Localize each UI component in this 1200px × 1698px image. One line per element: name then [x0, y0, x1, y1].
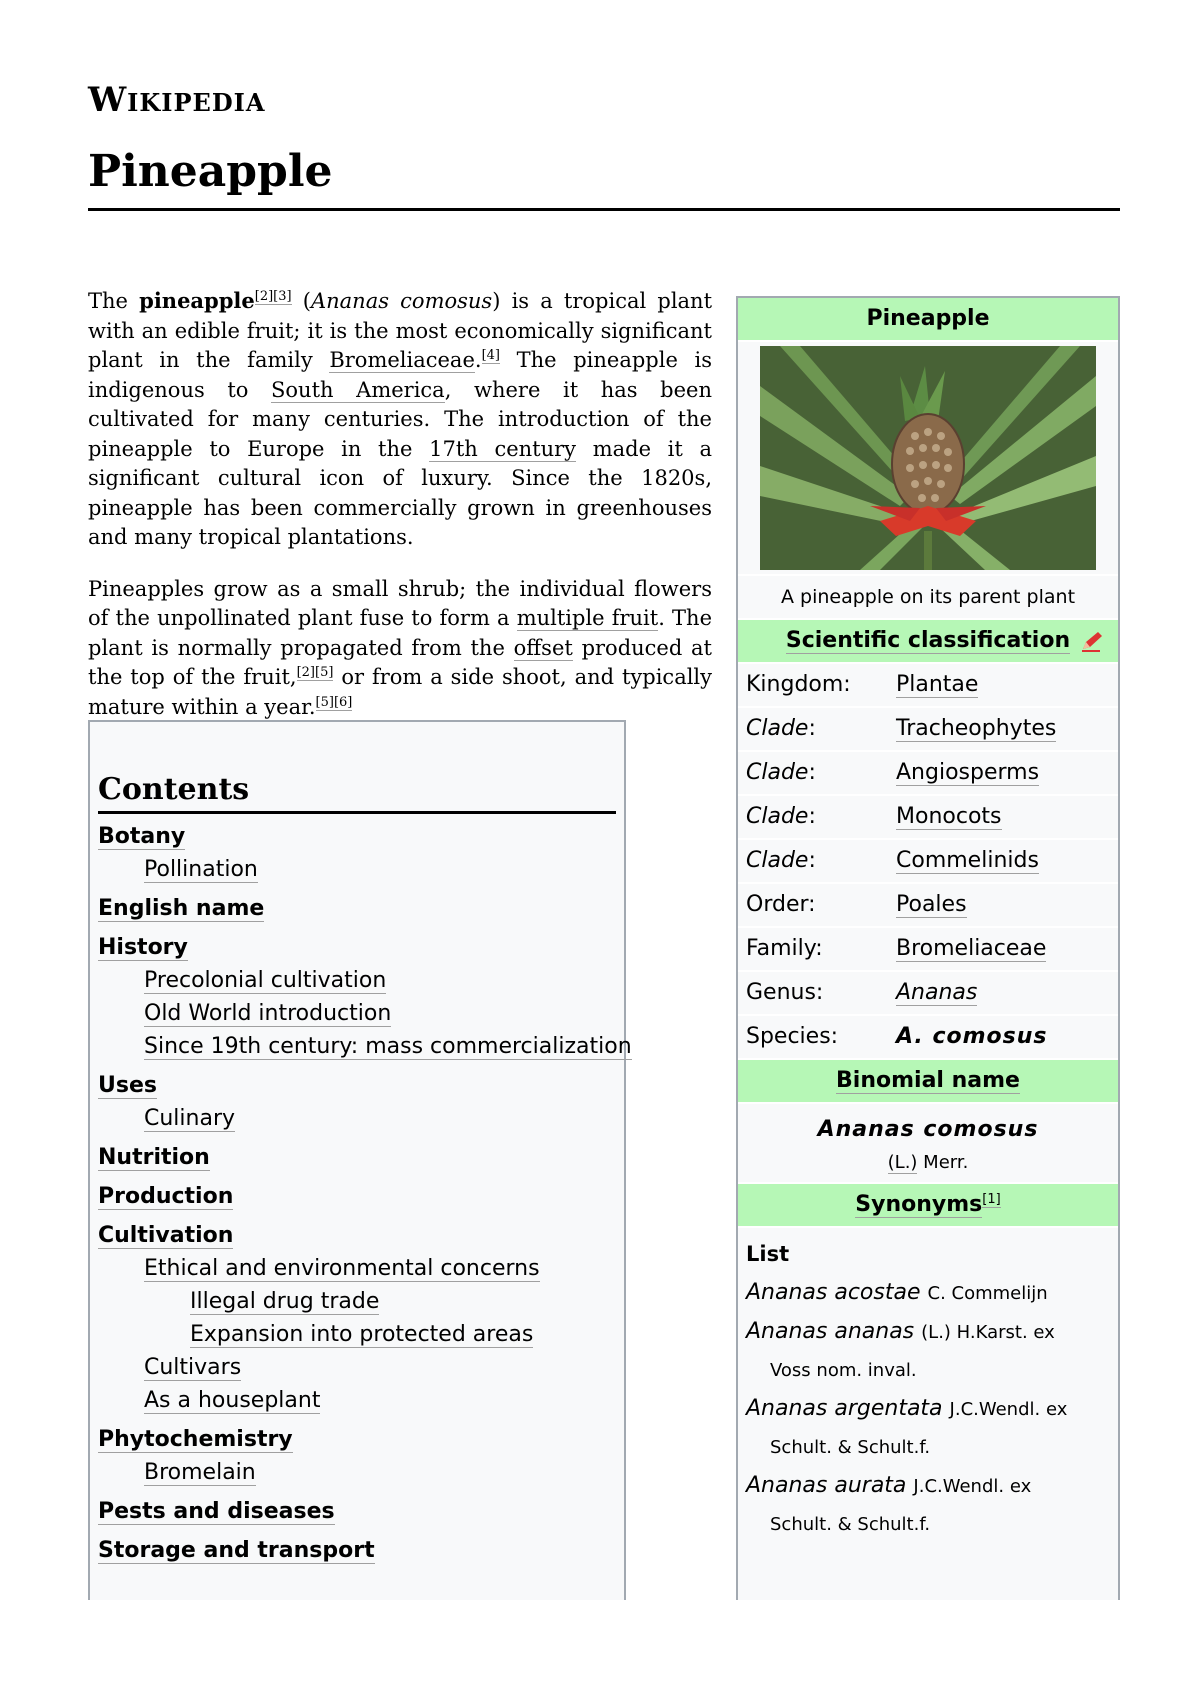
text-run: (: [291, 289, 311, 313]
taxonomy-row: [738, 752, 1118, 796]
binomial-name-label: Binomial name: [836, 1068, 1020, 1093]
taxonomy-row: [738, 664, 1118, 708]
bold-term: pineapple: [139, 288, 255, 313]
toc-item: [98, 1456, 616, 1489]
text-run: ) is a tropical plant with an edible fruit; it is the most economically significant plant in the family: [88, 289, 713, 372]
toc-link[interactable]: Storage and transport: [98, 1538, 375, 1563]
text-run: or from a side shoot, and typically mature within a year.: [88, 665, 713, 719]
text-run: produced at the top of the fruit,: [88, 635, 712, 689]
scientific-classification-heading: [738, 620, 1118, 664]
taxonomy-row: [738, 840, 1118, 884]
synonym-name: Ananas acostae: [746, 1280, 921, 1305]
toc-link[interactable]: English name: [98, 896, 265, 921]
taxonomy-row: [738, 928, 1118, 972]
text-run: . The plant is normally propagated from the: [88, 606, 712, 660]
taxonomy-rank: [746, 972, 896, 1014]
toc-item: [98, 1423, 616, 1456]
toc-item: [98, 1141, 616, 1174]
link-south-america[interactable]: South America: [271, 377, 445, 402]
taxonomy-row: [738, 796, 1118, 840]
scientific-name: Ananas comosus: [310, 289, 493, 313]
toc-link[interactable]: Cultivation: [98, 1223, 234, 1248]
infobox-image-container: [738, 342, 1118, 576]
toc-item: [98, 964, 616, 997]
taxonomy-table: [738, 664, 1118, 1060]
toc-item: [98, 853, 616, 886]
synonyms-section: [738, 1228, 1118, 1550]
synonym-item: [746, 1313, 1110, 1390]
toc-link[interactable]: History: [98, 935, 188, 960]
taxonomy-rank-label[interactable]: Clade: [746, 716, 809, 741]
toc-item: [98, 931, 616, 964]
taxonomy-value: [896, 1016, 1118, 1058]
toc-link[interactable]: Since 19th century: mass commercialization: [144, 1034, 632, 1059]
link-multiple-fruit[interactable]: multiple fruit: [516, 606, 659, 630]
taxonomy-row: [738, 972, 1118, 1016]
pineapple-image[interactable]: [760, 346, 1096, 570]
text-run: .: [474, 348, 482, 372]
toc-item: [98, 1102, 616, 1135]
toc-link[interactable]: Nutrition: [98, 1145, 210, 1170]
text-run: , where it has been cultivated for many centuries. The introduction of the pineapple to Europe in the: [88, 377, 712, 461]
citation-link[interactable]: [2][5]: [296, 665, 334, 680]
synonym-name: Ananas argentata: [746, 1396, 943, 1421]
toc-link[interactable]: Pollination: [144, 857, 258, 882]
taxonomy-value: [896, 928, 1118, 970]
toc-item: [98, 1069, 616, 1102]
toc-link[interactable]: Phytochemistry: [98, 1427, 293, 1452]
citation-link[interactable]: [1]: [982, 1191, 1001, 1207]
table-of-contents: [88, 720, 632, 1600]
synonym-authority-continued: Voss nom. inval.: [770, 1360, 917, 1381]
taxonomy-value: [896, 972, 1118, 1014]
synonyms-heading: [738, 1184, 1118, 1228]
toc-item: [98, 1534, 616, 1567]
link-17th-century[interactable]: 17th century: [429, 436, 577, 461]
citation-link[interactable]: [5][6]: [315, 694, 353, 710]
taxonomy-value-link[interactable]: Tracheophytes: [896, 716, 1057, 741]
taxonomy-rank-label: Order:: [746, 892, 816, 917]
text-run: Pineapples grow as a small shrub; the individual flowers of the unpollinated plant fuse to form a: [88, 576, 712, 630]
taxonomy-value: [896, 708, 1118, 750]
synonym-item: [746, 1274, 1110, 1313]
toc-item: [98, 1384, 616, 1417]
authority-l-link[interactable]: (L.): [887, 1152, 918, 1173]
synonym-authority: C. Commelijn: [927, 1283, 1048, 1304]
citation-link[interactable]: [2][3]: [254, 289, 292, 304]
link-bromeliaceae[interactable]: Bromeliaceae: [329, 348, 475, 372]
taxonomy-rank: Clade:: [746, 760, 816, 785]
toc-link[interactable]: Ethical and environmental concerns: [144, 1256, 540, 1281]
binomial-name-heading: [738, 1060, 1118, 1104]
taxonomy-row: [738, 708, 1118, 752]
taxonomy-rank: [746, 884, 896, 926]
toc-link[interactable]: Bromelain: [144, 1460, 256, 1485]
toc-link[interactable]: Pests and diseases: [98, 1499, 335, 1524]
synonym-name: Ananas ananas: [746, 1319, 915, 1344]
page-title: Pineapple: [88, 146, 333, 197]
edit-pencil-icon[interactable]: [1080, 630, 1104, 652]
taxonomy-rank: Clade:: [746, 716, 816, 741]
binomial-authority: [738, 1148, 1118, 1178]
taxonomy-value: [896, 884, 1118, 926]
lead-paragraph-2: [88, 575, 712, 723]
toc-item: [98, 1318, 616, 1351]
taxonomy-value: [896, 664, 1118, 706]
taxonomy-value-link[interactable]: Plantae: [896, 672, 979, 697]
synonym-authority-continued: Schult. & Schult.f.: [770, 1514, 931, 1535]
link-offset[interactable]: offset: [513, 635, 573, 660]
taxonomy-rank-label[interactable]: Clade: [746, 804, 809, 829]
authority-merr: Merr.: [917, 1152, 969, 1173]
synonym-name: Ananas aurata: [746, 1473, 907, 1498]
lead-paragraph-1: [88, 286, 712, 553]
toc-link[interactable]: Illegal drug trade: [190, 1289, 380, 1314]
toc-link[interactable]: Expansion into protected areas: [190, 1322, 534, 1347]
toc-link[interactable]: Production: [98, 1184, 234, 1209]
toc-item: [98, 1252, 616, 1285]
image-caption: A pineapple on its parent plant: [738, 576, 1118, 620]
synonym-authority: (L.) H.Karst. ex: [921, 1322, 1055, 1343]
toc-link[interactable]: As a houseplant: [144, 1388, 321, 1413]
text-run: The: [88, 289, 140, 313]
infobox: [736, 296, 1120, 1600]
taxonomy-value-link[interactable]: Commelinids: [896, 848, 1039, 873]
toc-link[interactable]: Culinary: [144, 1106, 236, 1131]
taxonomy-rank: [746, 664, 896, 706]
toc-item: [98, 1285, 616, 1318]
binomial-name: Ananas comosus: [817, 1117, 1039, 1142]
citation-link[interactable]: [4]: [481, 348, 500, 363]
text-run: made it a significant cultural icon of luxury. Since the 1820s, pineapple has been commercially grown in greenhouses and many tropical plantations.: [88, 436, 712, 549]
taxonomy-rank-label: Kingdom:: [746, 672, 851, 697]
taxonomy-value: [896, 796, 1118, 838]
taxonomy-value-link[interactable]: Bromeliaceae: [896, 936, 1047, 961]
toc-link[interactable]: Old World introduction: [144, 1001, 392, 1026]
toc-item: [98, 1351, 616, 1384]
taxonomy-row: [738, 884, 1118, 928]
toc-link[interactable]: Cultivars: [144, 1355, 242, 1380]
synonym-item: [746, 1390, 1110, 1467]
taxonomy-rank: [746, 1016, 896, 1058]
taxonomy-value: [896, 840, 1118, 882]
taxonomy-row: [738, 1016, 1118, 1060]
taxonomy-rank: [746, 928, 896, 970]
infobox-title: Pineapple: [738, 298, 1118, 342]
taxonomy-rank-label: Family:: [746, 936, 823, 961]
title-rule: [88, 208, 1120, 211]
toc-item: [98, 1495, 616, 1528]
toc-item: [98, 1180, 616, 1213]
toc-item: [98, 892, 616, 925]
synonyms-list: [746, 1274, 1110, 1544]
text-run: The pineapple is indigenous to: [88, 348, 713, 402]
binomial-name-section: [738, 1104, 1118, 1184]
taxonomy-rank: Clade:: [746, 804, 816, 829]
taxonomy-rank: Clade:: [746, 848, 816, 873]
taxonomy-rank-label: Species:: [746, 1024, 839, 1049]
scientific-classification-label: Scientific classification: [785, 628, 1071, 653]
toc-item: [98, 997, 616, 1030]
synonyms-label: Synonyms: [855, 1192, 983, 1217]
toc-title: Contents: [98, 772, 616, 814]
synonym-authority-continued: Schult. & Schult.f.: [770, 1437, 931, 1458]
toc-item: [98, 820, 616, 853]
taxonomy-rank-label: Genus:: [746, 980, 824, 1005]
taxonomy-value-link[interactable]: Monocots: [896, 804, 1002, 829]
toc-list: [98, 820, 632, 1567]
synonyms-list-toggle[interactable]: List: [746, 1242, 790, 1266]
toc-link[interactable]: Uses: [98, 1073, 157, 1098]
toc-link[interactable]: Botany: [98, 824, 186, 849]
synonym-authority: J.C.Wendl. ex: [913, 1476, 1032, 1497]
lead-section: [88, 286, 712, 744]
taxonomy-value-link[interactable]: Ananas: [896, 980, 978, 1005]
taxonomy-value-link[interactable]: Poales: [896, 892, 967, 917]
wikipedia-wordmark[interactable]: Wikipedia: [88, 80, 266, 120]
taxonomy-value-link: A. comosus: [896, 1024, 1048, 1049]
toc-link[interactable]: Precolonial cultivation: [144, 968, 387, 993]
toc-item: [98, 1219, 616, 1252]
taxonomy-rank-label[interactable]: Clade: [746, 760, 809, 785]
synonym-authority: J.C.Wendl. ex: [949, 1399, 1068, 1420]
taxonomy-value: [896, 752, 1118, 794]
toc-item: [98, 1030, 632, 1063]
synonym-item: [746, 1467, 1110, 1544]
taxonomy-value-link[interactable]: Angiosperms: [896, 760, 1040, 785]
taxonomy-rank-label[interactable]: Clade: [746, 848, 809, 873]
